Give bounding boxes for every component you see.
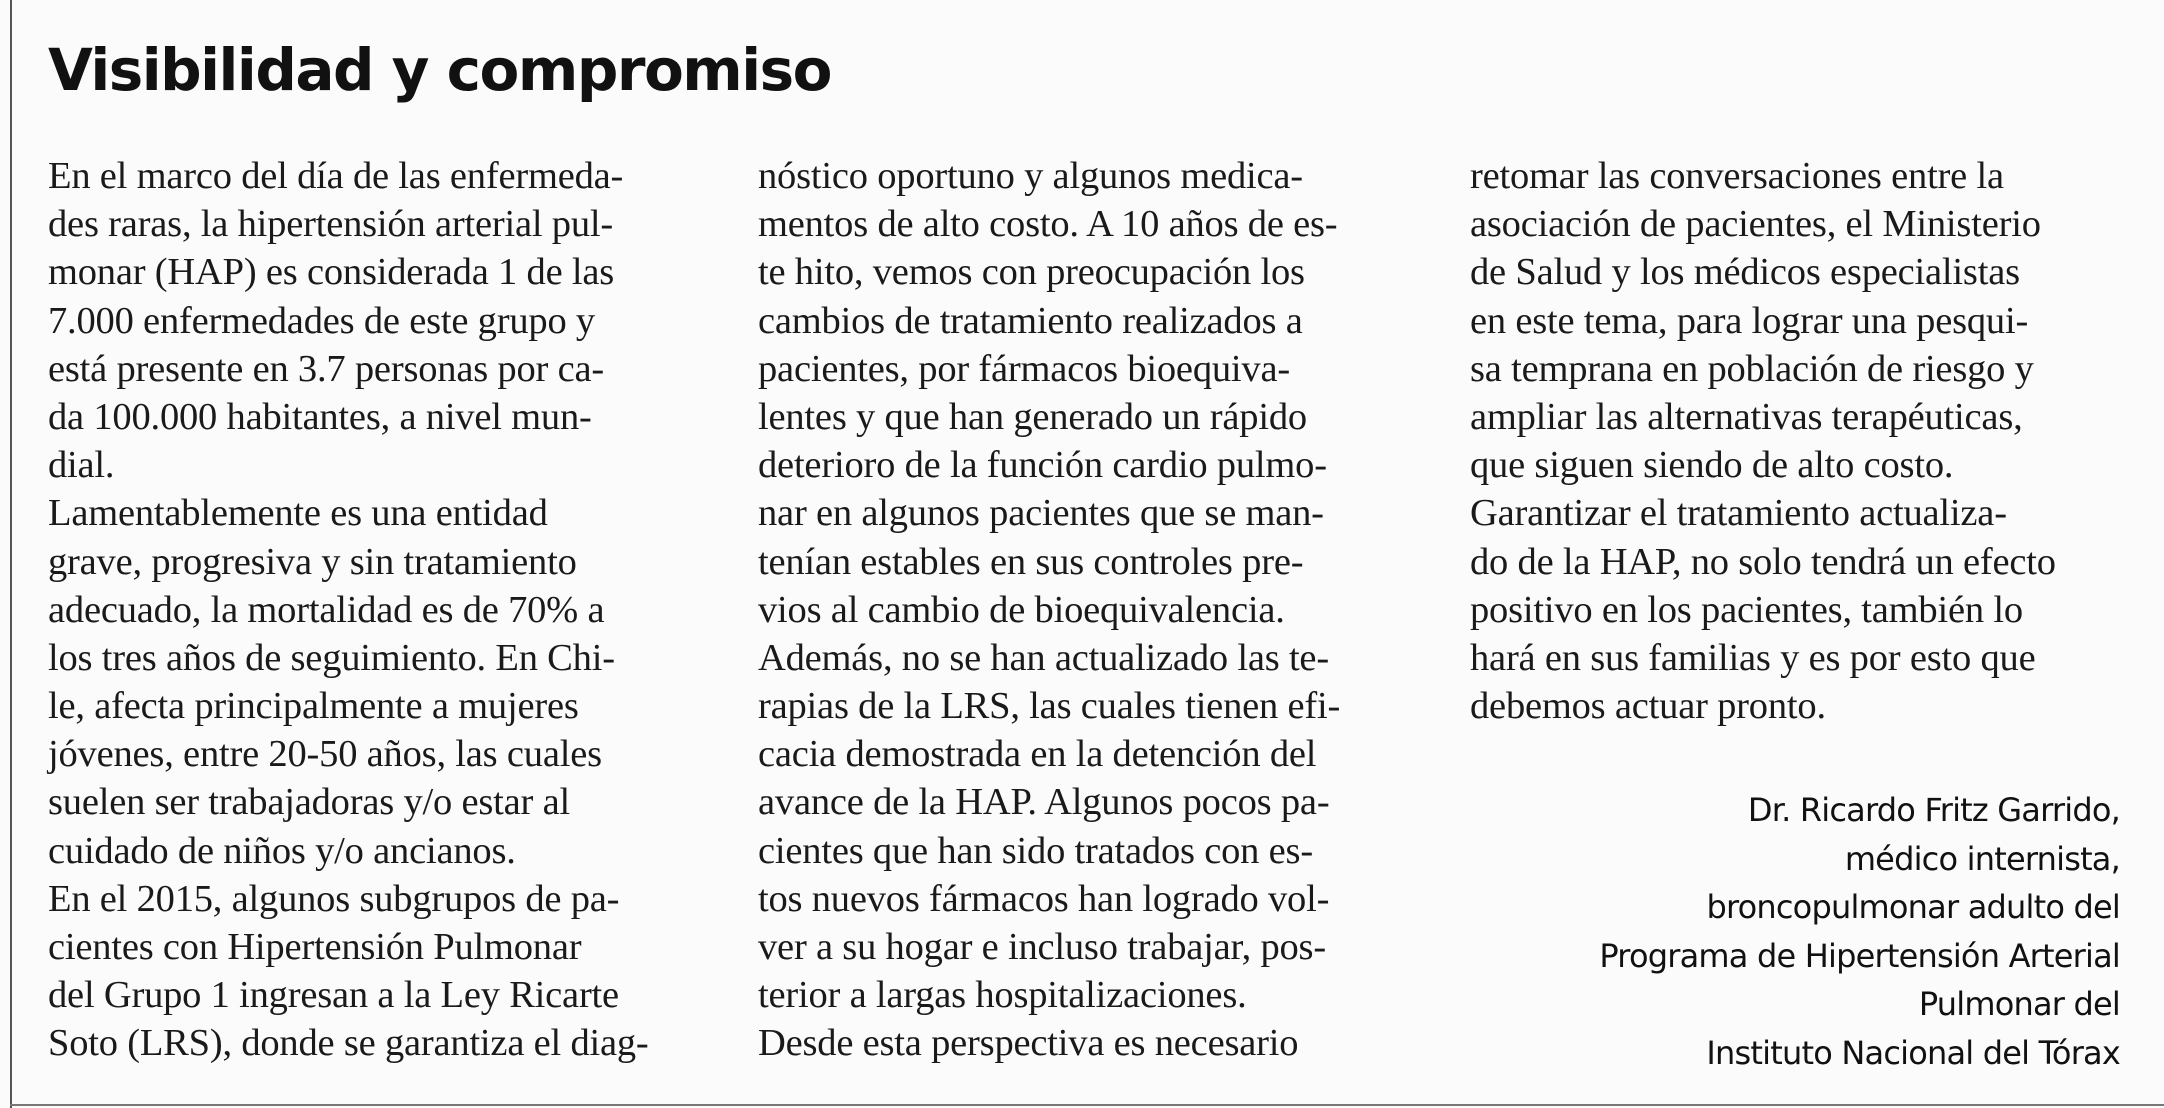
text-line: 7.000 enfermedades de este grupo y — [48, 299, 595, 342]
signature-line: Dr. Ricardo Fritz Garrido, — [1747, 791, 2120, 829]
text-line: rapias de la LRS, las cuales tienen efi- — [758, 685, 1341, 728]
text-line: debemos actuar pronto. — [1470, 685, 1826, 728]
text-line: ver a su hogar e incluso trabajar, pos- — [758, 926, 1326, 968]
text-line: terior a largas hospitalizaciones. — [758, 974, 1247, 1017]
signature-line: médico internista, — [1844, 839, 2120, 878]
text-line: está presente en 3.7 personas por ca- — [48, 347, 604, 390]
text-line: en este tema, para lograr una pesqui- — [1470, 299, 2029, 342]
article-column-2 — [758, 152, 1418, 1068]
text-line: lentes y que han generado un rápido — [758, 395, 1307, 438]
text-line: grave, progresiva y sin tratamiento — [48, 540, 577, 583]
text-line: hará en sus familias y es por esto que — [1470, 636, 2036, 679]
text-line: En el 2015, algunos subgrupos de pa- — [48, 877, 620, 920]
text-line: cambios de tratamiento realizados a — [758, 299, 1303, 342]
text-line: asociación de pacientes, el Ministerio — [1470, 203, 2041, 246]
author-signature — [1599, 786, 2120, 1077]
text-line: le, afecta principalmente a mujeres — [48, 685, 579, 728]
text-line: ampliar las alternativas terapéuticas, — [1470, 395, 2023, 438]
text-line: nar en algunos pacientes que se man- — [758, 492, 1324, 535]
signature-line: Pulmonar del — [1918, 985, 2120, 1023]
text-line: sa temprana en población de riesgo y — [1470, 347, 2034, 390]
text-line: tos nuevos fármacos han logrado vol- — [758, 877, 1330, 920]
text-line: En el marco del día de las enfermeda- — [48, 155, 624, 197]
text-line: tenían estables en sus controles pre- — [758, 540, 1304, 583]
text-line: Lamentablemente es una entidad — [48, 492, 548, 535]
text-line: Desde esta perspectiva es necesario — [758, 1022, 1299, 1065]
text-line: cientes con Hipertensión Pulmonar — [48, 926, 582, 968]
signature-line: Programa de Hipertensión Arterial — [1599, 936, 2120, 975]
text-line: avance de la HAP. Algunos pocos pa- — [758, 781, 1330, 824]
text-line: del Grupo 1 ingresan a la Ley Ricarte — [48, 974, 619, 1017]
frame-bottom-rule — [10, 1104, 2164, 1106]
text-line: des raras, la hipertensión arterial pul- — [48, 203, 613, 246]
text-line: retomar las conversaciones entre la — [1470, 155, 2004, 197]
text-line: adecuado, la mortalidad es de 70% a — [48, 588, 605, 631]
text-line: mentos de alto costo. A 10 años de es- — [758, 203, 1338, 246]
text-line: dial. — [48, 444, 115, 487]
signature-line: Instituto Nacional del Tórax — [1706, 1033, 2120, 1072]
text-line: Además, no se han actualizado las te- — [758, 636, 1329, 679]
text-line: jóvenes, entre 20-50 años, las cuales — [48, 733, 602, 776]
text-line: monar (HAP) es considerada 1 de las — [48, 251, 615, 294]
text-line: do de la HAP, no solo tendrá un efecto — [1470, 540, 2056, 583]
text-line: cuidado de niños y/o ancianos. — [48, 829, 516, 872]
text-line: deterioro de la función cardio pulmo- — [758, 444, 1327, 487]
article-title: Visibilidad y compromiso — [48, 36, 831, 104]
text-line: nóstico oportuno y algunos medica- — [758, 155, 1303, 197]
text-line: Garantizar el tratamiento actualiza- — [1470, 492, 2007, 535]
text-line: de Salud y los médicos especialistas — [1470, 251, 2020, 294]
article-column-1 — [48, 152, 708, 1068]
article-column-3 — [1470, 152, 2130, 730]
signature-line: broncopulmonar adulto del — [1706, 888, 2120, 926]
text-line: que siguen siendo de alto costo. — [1470, 444, 1954, 487]
text-line: cientes que han sido tratados con es- — [758, 829, 1313, 872]
text-line: te hito, vemos con preocupación los — [758, 251, 1305, 294]
text-line: los tres años de seguimiento. En Chi- — [48, 636, 615, 679]
text-line: positivo en los pacientes, también lo — [1470, 588, 2023, 631]
text-line: suelen ser trabajadoras y/o estar al — [48, 781, 570, 824]
text-line: cacia demostrada en la detención del — [758, 733, 1317, 776]
frame-left-rule — [10, 0, 12, 1108]
text-line: vios al cambio de bioequivalencia. — [758, 588, 1285, 631]
text-line: Soto (LRS), donde se garantiza el diag- — [48, 1022, 649, 1065]
text-line: pacientes, por fármacos bioequiva- — [758, 347, 1290, 390]
text-line: da 100.000 habitantes, a nivel mun- — [48, 395, 592, 438]
